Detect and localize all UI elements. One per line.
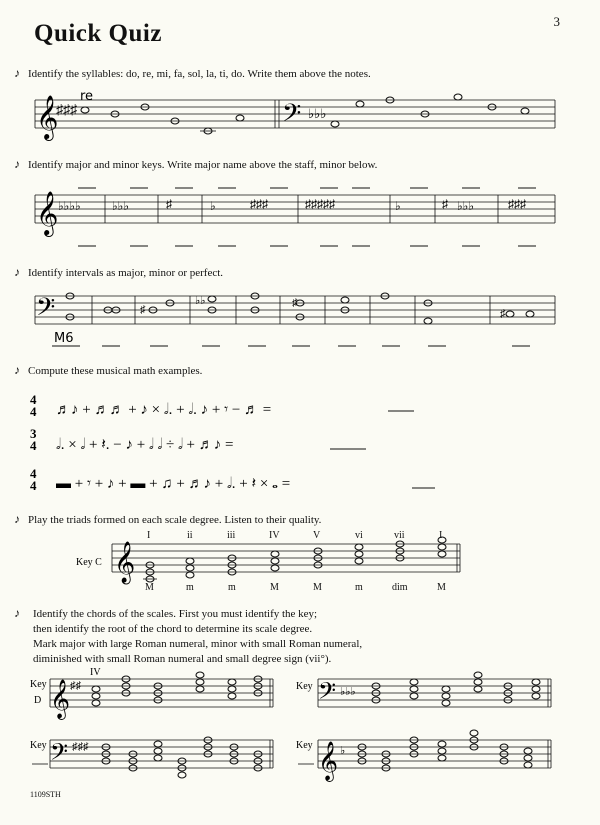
time-sig-top-1: 4 — [30, 392, 37, 407]
svg-text:♭: ♭ — [210, 199, 216, 213]
treble-clef-icon: 𝄞 — [36, 193, 59, 235]
eighth-note-icon: ♪ — [14, 606, 20, 620]
treble-clef-icon: 𝄞 — [50, 681, 71, 718]
question-1-text: Identify the syllables: do, re, mi, fa, sol, la, ti, do. Write them above the notes. — [28, 68, 371, 80]
question-4-text: Compute these musical math examples. — [28, 365, 203, 377]
svg-text:♭: ♭ — [340, 745, 346, 757]
time-sig-bottom-3: 4 — [30, 478, 37, 493]
eighth-note-icon: ♪ — [14, 66, 20, 80]
chord-staff-2 — [296, 665, 556, 720]
bass-clef-icon: 𝄢 — [318, 679, 337, 710]
svg-text:♯♯♯: ♯♯♯ — [250, 197, 268, 211]
question-6-line: then identify the root of the chord to determine its scale degree. — [33, 623, 313, 635]
question-3-text: Identify intervals as major, minor or perfect. — [28, 267, 224, 279]
roman-numeral: I — [439, 530, 443, 541]
svg-text:♭♭♭: ♭♭♭ — [112, 199, 129, 213]
svg-text:♯: ♯ — [140, 304, 146, 316]
triads-quality-row — [0, 582, 600, 594]
chord-staff-1 — [28, 665, 278, 720]
svg-text:♭: ♭ — [395, 199, 401, 213]
time-sig-bottom-1: 4 — [30, 404, 37, 419]
chord-quality: M — [437, 582, 446, 593]
question-1 — [14, 66, 371, 81]
question-5-text: Play the triads formed on each scale degree. Listen to their quality. — [28, 514, 322, 526]
page-number: 3 — [553, 14, 560, 29]
triads-key-label: Key C — [76, 557, 102, 568]
chord-quality: M — [270, 582, 279, 593]
svg-text:♯: ♯ — [500, 308, 506, 320]
svg-text:♯♯♯: ♯♯♯ — [508, 197, 526, 211]
roman-numeral: V — [313, 530, 321, 541]
chord-staff-3 — [28, 728, 278, 786]
page-title: Quick Quiz — [34, 20, 162, 47]
question-2-text: Identify major and minor keys. Write major name above the staff, minor below. — [28, 159, 378, 171]
question-6-line: diminished with small Roman numeral and small degree sign (vii°). — [33, 653, 332, 665]
svg-text:♭♭: ♭♭ — [195, 295, 206, 307]
triads-roman-row — [0, 530, 600, 542]
staff-intervals — [30, 284, 560, 354]
svg-text:♯♯♯: ♯♯♯ — [56, 103, 77, 118]
bass-clef-icon: 𝄢 — [36, 294, 56, 327]
question-5 — [14, 512, 321, 527]
question-3 — [14, 265, 223, 280]
chord-quality: m — [186, 582, 194, 593]
question-6-line: Mark major with large Roman numeral, minor with small Roman numeral, — [33, 638, 363, 650]
key-label: Key — [30, 679, 47, 690]
eighth-note-icon: ♪ — [14, 363, 20, 377]
eighth-note-icon: ♪ — [14, 265, 20, 279]
treble-clef-icon: 𝄞 — [36, 97, 59, 139]
svg-text:♯: ♯ — [166, 197, 172, 211]
roman-numeral: iii — [227, 530, 236, 541]
svg-text:♯♯♯♯♯: ♯♯♯♯♯ — [305, 197, 335, 211]
question-4 — [14, 363, 202, 378]
answer-chord-iv: IV — [90, 667, 101, 678]
chord-quality: M — [145, 582, 154, 593]
treble-clef-icon: 𝄞 — [114, 542, 136, 582]
chord-staff-4 — [296, 728, 556, 786]
svg-text:𝅗𝅥. × 𝅗𝅥 + 𝄽. − ♪ + 𝅗𝅥: 𝅗𝅥. × 𝅗𝅥 + 𝄽. − ♪ + 𝅗𝅥 𝅗𝅥 ÷ 𝅗𝅥 + ♬♪ = — [56, 437, 234, 453]
time-sig-top-3: 4 — [30, 466, 37, 481]
roman-numeral: vii — [394, 530, 405, 541]
svg-text:♯♯: ♯♯ — [70, 680, 81, 692]
staff-keys — [30, 180, 560, 255]
answer-interval-m6: M6 — [54, 331, 74, 346]
chord-quality: m — [355, 582, 363, 593]
staff-syllables — [30, 88, 560, 148]
eighth-note-icon: ♪ — [14, 157, 20, 171]
svg-text:♭♭♭♭: ♭♭♭♭ — [58, 199, 81, 213]
question-6-line: Identify the chords of the scales. First you must identify the key; — [33, 608, 318, 620]
svg-text:♯: ♯ — [292, 297, 298, 309]
time-sig-bottom-2: 4 — [30, 438, 37, 453]
svg-text:▬ + 𝄾 + ♪ + ▬ + ♫ + ♬♪ + 𝅗𝅥: ▬ + 𝄾 + ♪ + ▬ + ♫ + ♬♪ + 𝅗𝅥. + 𝄽 × 𝅝 = — [56, 476, 291, 492]
svg-text:♭♭♭: ♭♭♭ — [340, 686, 356, 698]
svg-text:♭♭♭: ♭♭♭ — [308, 106, 327, 121]
roman-numeral: IV — [269, 530, 280, 541]
svg-text:♬♪ + ♬♬ + ♪ × 𝅗𝅥. + 𝅗𝅥. ♪: ♬♪ + ♬♬ + ♪ × 𝅗𝅥. + 𝅗𝅥. ♪ + 𝄾 − ♬ = — [56, 402, 272, 418]
key-label: Key — [296, 681, 313, 692]
roman-numeral: I — [147, 530, 151, 541]
question-2 — [14, 157, 377, 172]
time-sig-top-2: 3 — [30, 426, 37, 441]
svg-text:♭♭♭: ♭♭♭ — [457, 199, 474, 213]
key-label: Key — [30, 740, 47, 751]
chord-quality: M — [313, 582, 322, 593]
music-math — [30, 378, 550, 503]
eighth-note-icon: ♪ — [14, 512, 20, 526]
roman-numeral: ii — [187, 530, 193, 541]
answer-syllable-re: re — [80, 89, 94, 104]
chord-quality: dim — [392, 582, 408, 593]
svg-text:♯♯♯: ♯♯♯ — [72, 741, 89, 753]
footer-code: 1109STH — [30, 790, 61, 799]
key-value: D — [34, 695, 42, 706]
bass-clef-icon: 𝄢 — [282, 100, 302, 133]
key-label: Key — [296, 740, 313, 751]
chord-quality: m — [228, 582, 236, 593]
treble-clef-icon: 𝄞 — [318, 743, 339, 780]
svg-text:♯: ♯ — [442, 197, 448, 211]
bass-clef-icon: 𝄢 — [50, 740, 69, 771]
roman-numeral: vi — [355, 530, 363, 541]
question-6 — [14, 606, 362, 667]
